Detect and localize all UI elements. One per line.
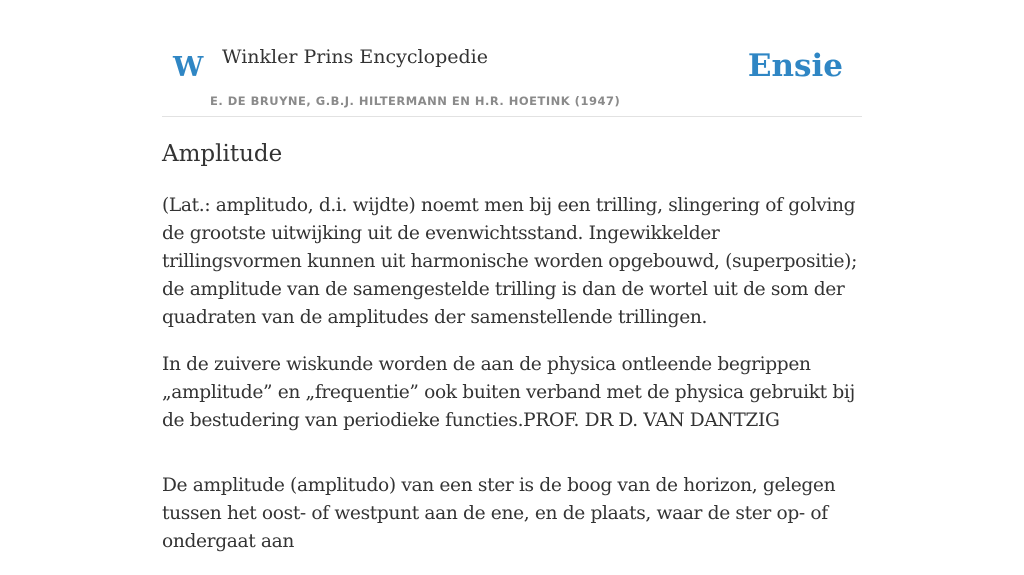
source-authors: E. DE BRUYNE, G.B.J. HILTERMANN EN H.R. HOETINK (1947) xyxy=(210,94,621,108)
article-paragraph: In de zuivere wiskunde worden de aan de physica ontleende begrippen „amplitude” en „frequentie” ook buiten verband met de physica gebruikt bij de bestudering van periodieke functies.PROF. DR D. VAN DANTZIG xyxy=(162,354,855,431)
article-title: Amplitude xyxy=(162,141,283,167)
article-paragraph: (Lat.: amplitudo, d.i. wijdte) noemt men bij een trilling, slingering of golving de grootste uitwijking uit de evenwichtsstand. Ingewikkelder trillingsvormen kunnen uit harmonische worden opgebouwd, (superpositie); de amplitude van de samengestelde trilling is dan de wortel uit de som der quadraten van de amplitudes der samenstellende trillingen. xyxy=(162,195,857,328)
source-title[interactable]: Winkler Prins Encyclopedie xyxy=(222,46,488,68)
source-header xyxy=(162,0,862,117)
article xyxy=(162,138,862,575)
article-paragraph: De amplitude (amplitudo) van een ster is de boog van de horizon, gelegen tussen het oost- of westpunt aan de ene, en de plaats, waar de ster op- of ondergaat aan xyxy=(162,475,836,552)
source-logo-icon[interactable]: W xyxy=(173,52,204,83)
ensie-logo[interactable]: Ensie xyxy=(747,48,843,84)
